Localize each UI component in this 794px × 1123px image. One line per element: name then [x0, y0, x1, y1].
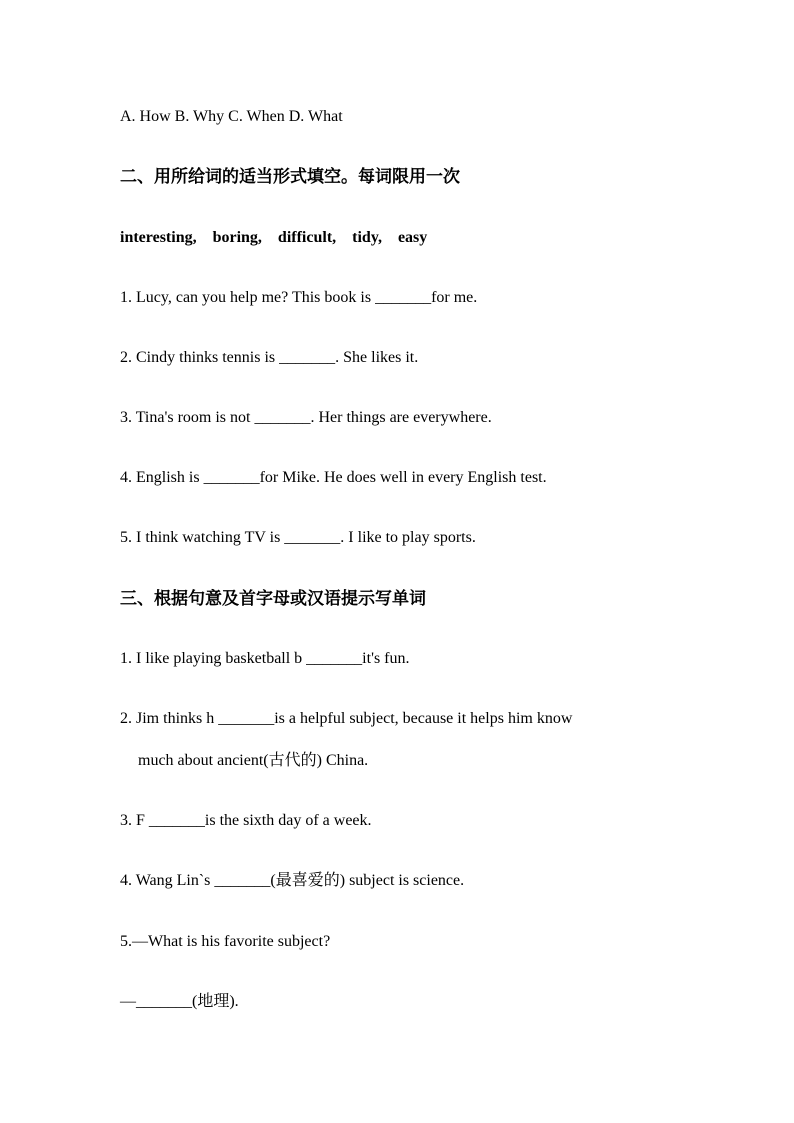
section-3-item-5-answer: —_______(地理).	[120, 993, 239, 1010]
section-2-item-2: 2. Cindy thinks tennis is _______. She likes it.	[120, 349, 419, 366]
section-3-item-1: 1. I like playing basketball b _______it's fun.	[120, 650, 410, 667]
section-2-item-4: 4. English is _______for Mike. He does well in every English test.	[120, 469, 547, 486]
section-2-heading: 二、用所给词的适当形式填空。每词限用一次	[120, 167, 460, 187]
section-2-item-1: 1. Lucy, can you help me? This book is _______for me.	[120, 289, 478, 306]
word-bank: interesting, boring, difficult, tidy, easy	[120, 229, 428, 246]
multiple-choice-options: A. How B. Why C. When D. What	[120, 108, 343, 125]
section-3-item-4: 4. Wang Lin`s _______(最喜爱的) subject is science.	[120, 872, 465, 889]
section-3-heading: 三、根据句意及首字母或汉语提示写单词	[120, 589, 426, 609]
section-3-item-3: 3. F _______is the sixth day of a week.	[120, 812, 372, 829]
section-3-item-2: 2. Jim thinks h _______is a helpful subject, because it helps him know	[120, 710, 573, 727]
section-2-item-5: 5. I think watching TV is _______. I like to play sports.	[120, 529, 476, 546]
section-3-item-5-question: 5.—What is his favorite subject?	[120, 933, 331, 950]
section-3-item-2-continuation: much about ancient(古代的) China.	[138, 752, 369, 769]
section-2-item-3: 3. Tina's room is not _______. Her things are everywhere.	[120, 409, 492, 426]
